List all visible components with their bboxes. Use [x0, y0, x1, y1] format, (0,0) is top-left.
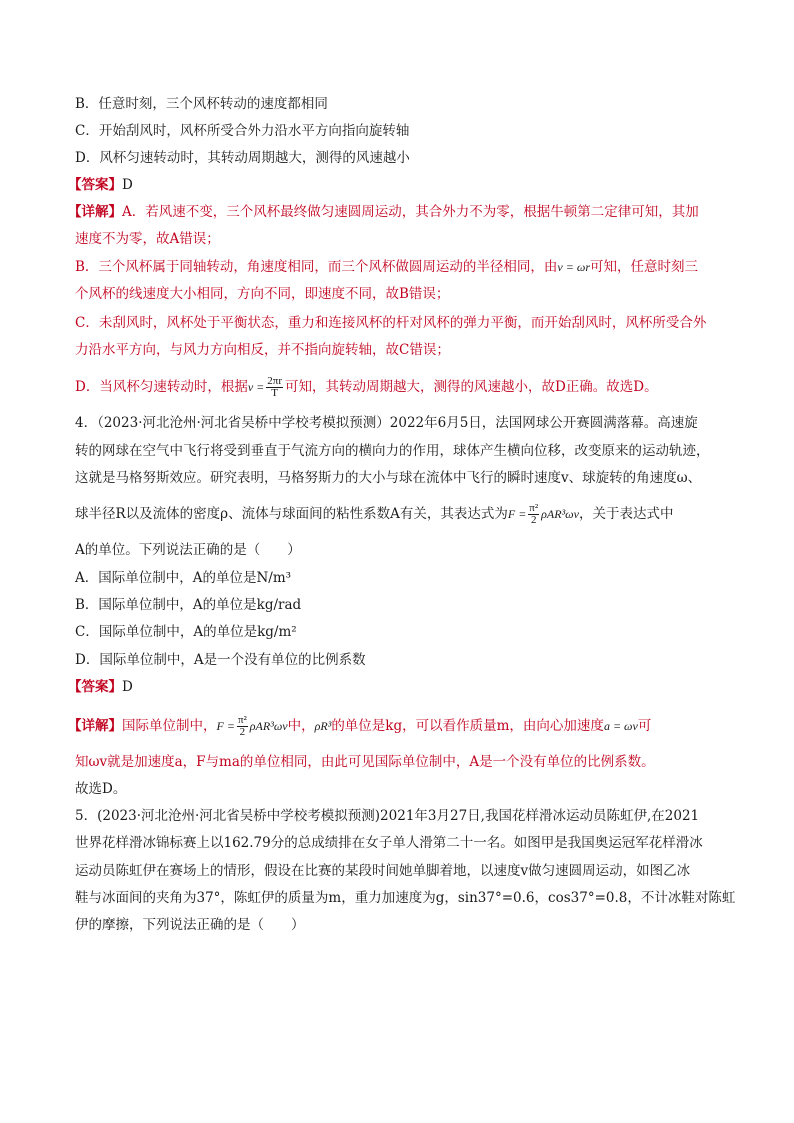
- fraction-denominator: T: [271, 387, 278, 399]
- q3-detail-d: [75, 374, 725, 400]
- answer-value: D: [122, 177, 133, 193]
- fraction-denominator: 2: [239, 726, 246, 738]
- q4-line4: [75, 501, 725, 527]
- fraction-pi-squared-over-2: [528, 503, 539, 526]
- q4-answer: [68, 677, 718, 697]
- formula-rhs: ρAR³ωv: [249, 719, 288, 733]
- detail-label: 【详解】: [68, 718, 122, 734]
- q3-detail-c-line2: 力沿水平方向，与风力方向相反，并不指向旋转轴，故C错误；: [75, 342, 450, 358]
- detail-text: 可: [637, 718, 652, 734]
- q3-detail-a-line2: 速度不为零，故A错误；: [75, 231, 220, 247]
- detail-text: B．三个风杯属于同轴转动，角速度相同，而三个风杯做圆周运动的半径相同，由: [75, 259, 558, 275]
- formula-rho-r3: ρR³: [314, 719, 332, 733]
- fraction-pi-squared-over-2: [237, 715, 248, 738]
- q3-detail-c-line1: C．未刮风时，风杯处于平衡状态，重力和连接风杯的杆对风杯的弹力平衡，而开始刮风时，风杯所受合外: [75, 315, 707, 331]
- detail-text: 的单位是kg，可以看作质量m，由向心加速度: [331, 718, 604, 734]
- q5-line2: 世界花样滑冰锦标赛上以162.79分的总成绩排在女子单人滑第二十一名。如图甲是我国奥运冠军花样滑冰: [75, 835, 703, 851]
- q4-line3: 这就是马格努斯效应。研究表明，马格努斯力的大小与球在流体中飞行的瞬时速度v、球旋转的角速度ω、: [75, 470, 702, 486]
- answer-value: D: [122, 679, 133, 695]
- q3-option-b: B．任意时刻，三个风杯转动的速度都相同: [75, 96, 328, 112]
- detail-text: D．当风杯匀速转动时，根据: [75, 379, 248, 395]
- q4-line2: 转的网球在空气中飞行将受到垂直于气流方向的横向力的作用，球体产生横向位移，改变原来的运动轨迹，: [75, 443, 710, 459]
- detail-text: 国际单位制中，: [122, 718, 217, 734]
- q5-line5: 伊的摩擦，下列说法正确的是（ ）: [75, 917, 305, 933]
- q4-detail-line1: [68, 713, 718, 739]
- q4-detail-line3: 故选D。: [75, 781, 127, 797]
- q5-line3: 运动员陈虹伊在赛场上的情形，假设在比赛的某段时间她单脚着地，以速度v做匀速圆周运动，如图乙冰: [75, 863, 691, 879]
- answer-label: 【答案】: [68, 177, 122, 193]
- formula-lhs: F =: [507, 507, 527, 521]
- q3-detail-a-line1: [68, 202, 718, 222]
- formula-lhs: v =: [247, 380, 265, 394]
- fraction-denominator: 2: [530, 514, 537, 526]
- detail-text: 可知，其转动周期越大，测得的风速越小，故D正确。故选D。: [284, 379, 658, 395]
- fraction-2pir-over-t: [266, 376, 283, 399]
- detail-text: 中，: [287, 718, 315, 734]
- q3-detail-b-line2: 个风杯的线速度大小相同，方向不同，即速度不同，故B错误；: [75, 286, 450, 302]
- formula-lhs: F =: [216, 719, 235, 733]
- q3-answer: [68, 175, 718, 195]
- q4-detail-line2: 知ωv就是加速度a，F与ma的单位相同，由此可见国际单位制中，A是一个没有单位的比例系数。: [75, 754, 655, 770]
- question-text: 球半径R以及流体的密度ρ、流体与球面间的粘性系数A有关，其表达式为: [75, 506, 508, 522]
- question-text: ，关于表达式中: [578, 506, 674, 522]
- detail-text: 可知，任意时刻三: [590, 259, 698, 275]
- detail-text: A．若风速不变，三个风杯最终做匀速圆周运动，其合外力不为零，根据牛顿第二定律可知，其加: [122, 204, 699, 220]
- answer-label: 【答案】: [68, 679, 122, 695]
- q4-option-b: B．国际单位制中，A的单位是kg/rad: [75, 597, 302, 613]
- formula-rhs: ρAR³ωv: [541, 507, 579, 521]
- q4-line5: A的单位。下列说法正确的是（ ）: [75, 542, 301, 558]
- q5-line4: 鞋与冰面间的夹角为37°，陈虹伊的质量为m，重力加速度为g，sin37°=0.6，cos37°=0.8，不计冰鞋对陈虹: [75, 890, 736, 906]
- fraction-numerator: 2πr: [267, 375, 282, 387]
- q4-option-c: C．国际单位制中，A的单位是kg/m²: [75, 624, 297, 640]
- q4-option-a: A．国际单位制中，A的单位是N/m³: [75, 570, 292, 586]
- detail-label: 【详解】: [68, 204, 122, 220]
- q5-line1: 5．(2023·河北沧州·河北省吴桥中学校考模拟预测)2021年3月27日,我国花样滑冰运动员陈虹伊,在2021: [75, 808, 700, 824]
- fraction-numerator: π²: [237, 714, 247, 726]
- q3-option-d: D．风杯匀速转动时，其转动周期越大，测得的风速越小: [75, 150, 410, 166]
- q4-option-d: D．国际单位制中，A是一个没有单位的比例系数: [75, 652, 366, 668]
- q3-detail-b-line1: [75, 257, 725, 277]
- q3-option-c: C．开始刮风时，风杯所受合外力沿水平方向指向旋转轴: [75, 123, 410, 139]
- formula-v-omega-r: v = ωr: [557, 260, 590, 274]
- q4-line1: 4．（2023·河北沧州·河北省吴桥中学校考模拟预测）2022年6月5日，法国网球公开赛圆满落幕。高速旋: [75, 415, 698, 431]
- formula-a-omega-v: a = ωv: [603, 719, 638, 733]
- fraction-numerator: π²: [529, 502, 539, 514]
